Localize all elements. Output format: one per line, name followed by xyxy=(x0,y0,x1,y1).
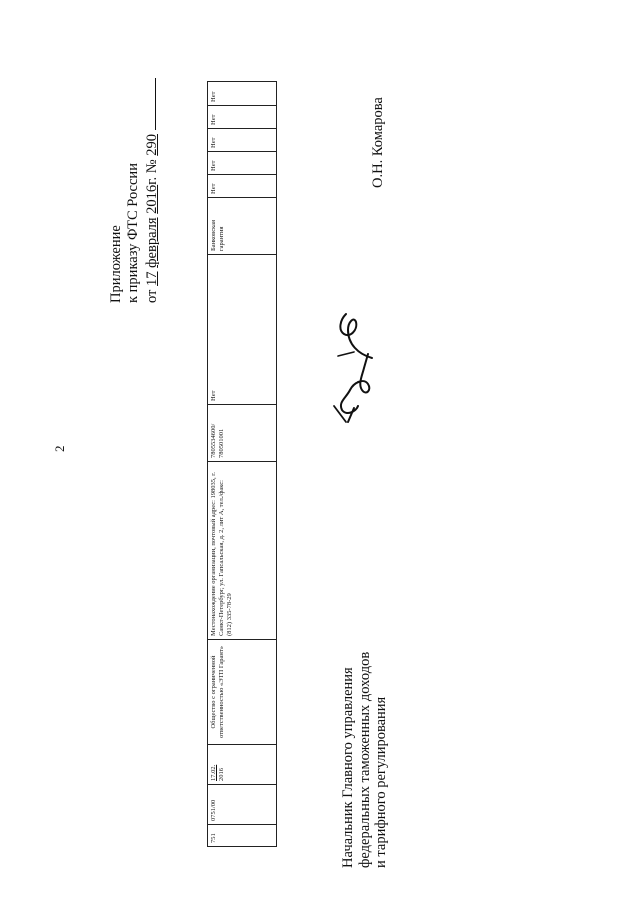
appendix-number: 290 xyxy=(144,134,160,156)
row-note: Нет xyxy=(208,255,277,405)
row-guarantee: Банковская гарантия xyxy=(208,198,277,255)
appendix-date-year: 2016 xyxy=(144,184,160,214)
table-row xyxy=(208,82,277,847)
appendix-number-underline xyxy=(142,78,156,130)
appendix-number-sign: № xyxy=(144,159,160,174)
row-inn-kpp: 7805534600/ 780501001 xyxy=(208,405,277,462)
appendix-date-month: февраля xyxy=(144,217,160,268)
appendix-date-line xyxy=(142,78,161,303)
chief-title xyxy=(340,652,390,868)
registry-table xyxy=(207,82,277,847)
row-date-year: 2016 xyxy=(218,768,225,781)
chief-line-3: и тарифного регулирования xyxy=(373,696,389,868)
row-index: 751 xyxy=(208,825,277,847)
row-c4: Нет xyxy=(208,106,277,129)
row-date-day-month: 17.02. xyxy=(210,764,217,781)
handwritten-signature xyxy=(328,310,390,425)
row-organization: Общество с ограниченной ответственностью «ЭТП Гарант» xyxy=(208,640,277,745)
appendix-date-day: 17 xyxy=(144,271,160,286)
appendix-title: Приложение xyxy=(108,225,124,303)
appendix-header xyxy=(108,78,161,303)
chief-line-2: федеральных таможенных доходов xyxy=(356,651,373,868)
appendix-date-prefix: от xyxy=(144,289,160,303)
row-address: Местонахождение организации, почтовый адрес: 198035, г. Санкт-Петербург, ул. Гапсальская, д. 2, лит А, тел./факс: (812) 335-78-29 xyxy=(208,462,277,640)
page-number: 2 xyxy=(52,445,67,452)
appendix-order-ref: к приказу ФТС России xyxy=(125,163,141,303)
signer-name: О.Н. Комарова xyxy=(370,97,386,188)
row-c3: Нет xyxy=(208,129,277,152)
row-c5: Нет xyxy=(208,82,277,106)
row-c2: Нет xyxy=(208,152,277,175)
chief-line-1: Начальник Главного управления xyxy=(340,667,356,868)
row-c1: Нет xyxy=(208,175,277,198)
appendix-year-suffix: г. xyxy=(144,176,160,185)
row-date xyxy=(208,745,277,785)
row-reg-number: 0751/00 xyxy=(208,785,277,825)
